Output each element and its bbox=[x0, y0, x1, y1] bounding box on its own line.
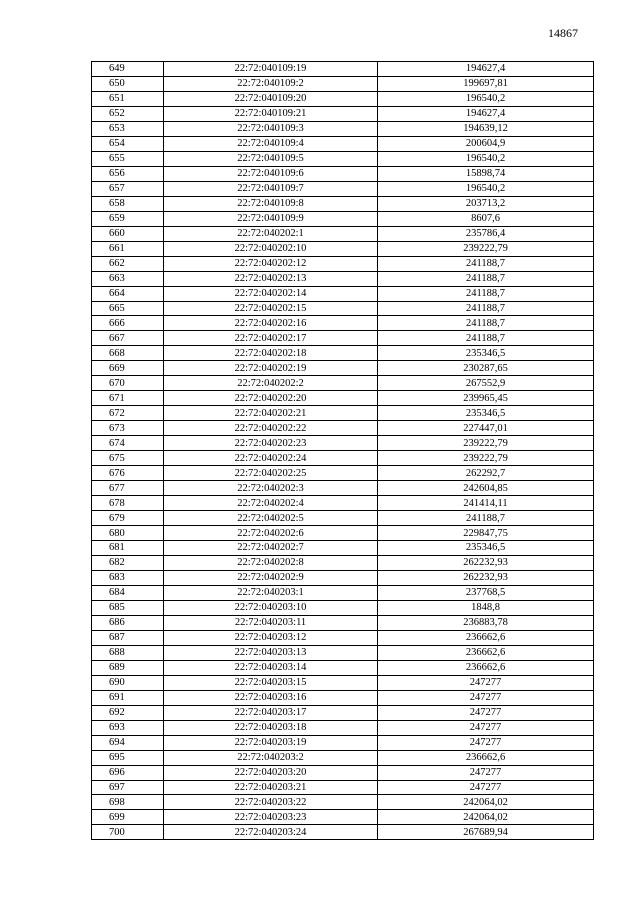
cadastral-value-cell: 241188,7 bbox=[378, 301, 594, 316]
row-number-cell: 675 bbox=[92, 451, 164, 466]
table-row bbox=[92, 451, 594, 466]
row-number-cell: 660 bbox=[92, 226, 164, 241]
row-number-cell: 681 bbox=[92, 541, 164, 556]
cadastral-value-cell: 242604,85 bbox=[378, 481, 594, 496]
cadastral-number-cell: 22:72:040202:1 bbox=[164, 226, 378, 241]
cadastral-value-cell: 241188,7 bbox=[378, 286, 594, 301]
cadastral-value-cell: 8607,6 bbox=[378, 211, 594, 226]
cadastral-number-cell: 22:72:040203:17 bbox=[164, 705, 378, 720]
table-row bbox=[92, 765, 594, 780]
cadastral-value-cell: 262292,7 bbox=[378, 466, 594, 481]
table-row bbox=[92, 196, 594, 211]
cadastral-number-cell: 22:72:040203:10 bbox=[164, 600, 378, 615]
cadastral-value-cell: 247277 bbox=[378, 765, 594, 780]
cadastral-number-cell: 22:72:040109:6 bbox=[164, 166, 378, 181]
row-number-cell: 654 bbox=[92, 136, 164, 151]
cadastral-value-cell: 242064,02 bbox=[378, 810, 594, 825]
cadastral-number-cell: 22:72:040202:19 bbox=[164, 361, 378, 376]
cadastral-number-cell: 22:72:040202:20 bbox=[164, 391, 378, 406]
cadastral-value-cell: 235346,5 bbox=[378, 541, 594, 556]
cadastral-value-cell: 262232,93 bbox=[378, 555, 594, 570]
cadastral-value-cell: 235346,5 bbox=[378, 406, 594, 421]
table-row bbox=[92, 256, 594, 271]
table-row bbox=[92, 526, 594, 541]
cadastral-number-cell: 22:72:040203:11 bbox=[164, 615, 378, 630]
table-body bbox=[92, 62, 594, 840]
cadastral-value-cell: 247277 bbox=[378, 735, 594, 750]
row-number-cell: 688 bbox=[92, 645, 164, 660]
cadastral-value-cell: 236883,78 bbox=[378, 615, 594, 630]
cadastral-number-cell: 22:72:040203:19 bbox=[164, 735, 378, 750]
table-row bbox=[92, 166, 594, 181]
cadastral-value-cell: 241188,7 bbox=[378, 316, 594, 331]
cadastral-value-cell: 241188,7 bbox=[378, 271, 594, 286]
table-row bbox=[92, 810, 594, 825]
cadastral-number-cell: 22:72:040203:2 bbox=[164, 750, 378, 765]
table-row bbox=[92, 361, 594, 376]
cadastral-number-cell: 22:72:040202:5 bbox=[164, 511, 378, 526]
cadastral-number-cell: 22:72:040202:4 bbox=[164, 496, 378, 511]
cadastral-value-cell: 203713,2 bbox=[378, 196, 594, 211]
cadastral-value-cell: 239222,79 bbox=[378, 241, 594, 256]
table-row bbox=[92, 600, 594, 615]
row-number-cell: 673 bbox=[92, 421, 164, 436]
table-row bbox=[92, 211, 594, 226]
row-number-cell: 686 bbox=[92, 615, 164, 630]
row-number-cell: 657 bbox=[92, 181, 164, 196]
table-row bbox=[92, 226, 594, 241]
table-row bbox=[92, 496, 594, 511]
cadastral-value-cell: 236662,6 bbox=[378, 750, 594, 765]
cadastral-value-cell: 247277 bbox=[378, 690, 594, 705]
cadastral-value-cell: 229847,75 bbox=[378, 526, 594, 541]
table-row bbox=[92, 735, 594, 750]
cadastral-value-cell: 15898,74 bbox=[378, 166, 594, 181]
cadastral-value-cell: 239965,45 bbox=[378, 391, 594, 406]
cadastral-number-cell: 22:72:040202:21 bbox=[164, 406, 378, 421]
cadastral-value-cell: 236662,6 bbox=[378, 630, 594, 645]
cadastral-number-cell: 22:72:040203:13 bbox=[164, 645, 378, 660]
row-number-cell: 668 bbox=[92, 346, 164, 361]
row-number-cell: 672 bbox=[92, 406, 164, 421]
cadastral-value-cell: 247277 bbox=[378, 705, 594, 720]
cadastral-number-cell: 22:72:040202:13 bbox=[164, 271, 378, 286]
cadastral-value-cell: 235346,5 bbox=[378, 346, 594, 361]
table-row bbox=[92, 645, 594, 660]
table-row bbox=[92, 511, 594, 526]
cadastral-number-cell: 22:72:040202:12 bbox=[164, 256, 378, 271]
row-number-cell: 650 bbox=[92, 76, 164, 91]
cadastral-number-cell: 22:72:040203:12 bbox=[164, 630, 378, 645]
cadastral-number-cell: 22:72:040203:24 bbox=[164, 825, 378, 840]
table-row bbox=[92, 346, 594, 361]
cadastral-number-cell: 22:72:040109:8 bbox=[164, 196, 378, 211]
cadastral-number-cell: 22:72:040203:16 bbox=[164, 690, 378, 705]
cadastral-number-cell: 22:72:040202:3 bbox=[164, 481, 378, 496]
table-row bbox=[92, 570, 594, 585]
row-number-cell: 689 bbox=[92, 660, 164, 675]
table-row bbox=[92, 271, 594, 286]
row-number-cell: 652 bbox=[92, 106, 164, 121]
row-number-cell: 698 bbox=[92, 795, 164, 810]
row-number-cell: 669 bbox=[92, 361, 164, 376]
row-number-cell: 666 bbox=[92, 316, 164, 331]
cadastral-number-cell: 22:72:040202:24 bbox=[164, 451, 378, 466]
row-number-cell: 695 bbox=[92, 750, 164, 765]
cadastral-value-cell: 262232,93 bbox=[378, 570, 594, 585]
cadastral-number-cell: 22:72:040203:18 bbox=[164, 720, 378, 735]
cadastral-number-cell: 22:72:040202:9 bbox=[164, 570, 378, 585]
cadastral-value-cell: 237768,5 bbox=[378, 585, 594, 600]
row-number-cell: 679 bbox=[92, 511, 164, 526]
row-number-cell: 649 bbox=[92, 62, 164, 77]
row-number-cell: 662 bbox=[92, 256, 164, 271]
cadastral-number-cell: 22:72:040202:23 bbox=[164, 436, 378, 451]
row-number-cell: 677 bbox=[92, 481, 164, 496]
table-row bbox=[92, 151, 594, 166]
table-row bbox=[92, 541, 594, 556]
cadastral-value-cell: 196540,2 bbox=[378, 151, 594, 166]
row-number-cell: 691 bbox=[92, 690, 164, 705]
cadastral-value-cell: 241188,7 bbox=[378, 331, 594, 346]
table-row bbox=[92, 391, 594, 406]
table-row bbox=[92, 136, 594, 151]
table-row bbox=[92, 286, 594, 301]
row-number-cell: 692 bbox=[92, 705, 164, 720]
cadastral-value-cell: 235786,4 bbox=[378, 226, 594, 241]
row-number-cell: 655 bbox=[92, 151, 164, 166]
row-number-cell: 696 bbox=[92, 765, 164, 780]
table-row bbox=[92, 630, 594, 645]
cadastral-value-cell: 236662,6 bbox=[378, 645, 594, 660]
row-number-cell: 693 bbox=[92, 720, 164, 735]
cadastral-value-cell: 242064,02 bbox=[378, 795, 594, 810]
cadastral-value-cell: 247277 bbox=[378, 780, 594, 795]
cadastral-number-cell: 22:72:040202:16 bbox=[164, 316, 378, 331]
cadastral-value-cell: 196540,2 bbox=[378, 181, 594, 196]
row-number-cell: 687 bbox=[92, 630, 164, 645]
cadastral-value-cell: 194639,12 bbox=[378, 121, 594, 136]
cadastral-value-cell: 239222,79 bbox=[378, 436, 594, 451]
table-row bbox=[92, 316, 594, 331]
cadastral-number-cell: 22:72:040109:4 bbox=[164, 136, 378, 151]
table-row bbox=[92, 436, 594, 451]
cadastral-number-cell: 22:72:040109:20 bbox=[164, 91, 378, 106]
cadastral-value-cell: 230287,65 bbox=[378, 361, 594, 376]
cadastral-value-cell: 239222,79 bbox=[378, 451, 594, 466]
row-number-cell: 661 bbox=[92, 241, 164, 256]
table-row bbox=[92, 76, 594, 91]
table-row bbox=[92, 795, 594, 810]
table-row bbox=[92, 481, 594, 496]
row-number-cell: 685 bbox=[92, 600, 164, 615]
table-row bbox=[92, 466, 594, 481]
row-number-cell: 664 bbox=[92, 286, 164, 301]
cadastral-value-cell: 247277 bbox=[378, 675, 594, 690]
cadastral-value-cell: 267689,94 bbox=[378, 825, 594, 840]
table-row bbox=[92, 301, 594, 316]
row-number-cell: 683 bbox=[92, 570, 164, 585]
cadastral-number-cell: 22:72:040203:23 bbox=[164, 810, 378, 825]
cadastral-number-cell: 22:72:040109:9 bbox=[164, 211, 378, 226]
row-number-cell: 676 bbox=[92, 466, 164, 481]
cadastral-number-cell: 22:72:040109:21 bbox=[164, 106, 378, 121]
row-number-cell: 699 bbox=[92, 810, 164, 825]
row-number-cell: 667 bbox=[92, 331, 164, 346]
cadastral-value-cell: 267552,9 bbox=[378, 376, 594, 391]
cadastral-number-cell: 22:72:040202:18 bbox=[164, 346, 378, 361]
cadastral-number-cell: 22:72:040202:6 bbox=[164, 526, 378, 541]
cadastral-value-cell: 227447,01 bbox=[378, 421, 594, 436]
row-number-cell: 670 bbox=[92, 376, 164, 391]
row-number-cell: 694 bbox=[92, 735, 164, 750]
row-number-cell: 665 bbox=[92, 301, 164, 316]
table-row bbox=[92, 750, 594, 765]
table-row bbox=[92, 106, 594, 121]
page-number: 14867 bbox=[548, 26, 578, 40]
cadastral-value-cell: 241188,7 bbox=[378, 511, 594, 526]
cadastral-value-cell: 247277 bbox=[378, 720, 594, 735]
cadastral-value-table bbox=[91, 61, 594, 840]
cadastral-value-cell: 194627,4 bbox=[378, 62, 594, 77]
cadastral-value-cell: 199697,81 bbox=[378, 76, 594, 91]
table-row bbox=[92, 331, 594, 346]
cadastral-number-cell: 22:72:040203:14 bbox=[164, 660, 378, 675]
row-number-cell: 656 bbox=[92, 166, 164, 181]
cadastral-number-cell: 22:72:040202:15 bbox=[164, 301, 378, 316]
table-row bbox=[92, 555, 594, 570]
row-number-cell: 678 bbox=[92, 496, 164, 511]
cadastral-number-cell: 22:72:040109:2 bbox=[164, 76, 378, 91]
row-number-cell: 682 bbox=[92, 555, 164, 570]
table-row bbox=[92, 615, 594, 630]
table-row bbox=[92, 376, 594, 391]
row-number-cell: 659 bbox=[92, 211, 164, 226]
cadastral-number-cell: 22:72:040202:7 bbox=[164, 541, 378, 556]
cadastral-value-cell: 241188,7 bbox=[378, 256, 594, 271]
table-row bbox=[92, 121, 594, 136]
row-number-cell: 663 bbox=[92, 271, 164, 286]
cadastral-number-cell: 22:72:040109:3 bbox=[164, 121, 378, 136]
table-row bbox=[92, 675, 594, 690]
row-number-cell: 671 bbox=[92, 391, 164, 406]
cadastral-number-cell: 22:72:040203:22 bbox=[164, 795, 378, 810]
cadastral-number-cell: 22:72:040202:17 bbox=[164, 331, 378, 346]
table-row bbox=[92, 181, 594, 196]
cadastral-number-cell: 22:72:040203:15 bbox=[164, 675, 378, 690]
cadastral-value-cell: 1848,8 bbox=[378, 600, 594, 615]
cadastral-value-cell: 236662,6 bbox=[378, 660, 594, 675]
cadastral-number-cell: 22:72:040202:22 bbox=[164, 421, 378, 436]
cadastral-value-cell: 194627,4 bbox=[378, 106, 594, 121]
table-row bbox=[92, 705, 594, 720]
cadastral-number-cell: 22:72:040202:25 bbox=[164, 466, 378, 481]
row-number-cell: 697 bbox=[92, 780, 164, 795]
cadastral-number-cell: 22:72:040202:10 bbox=[164, 241, 378, 256]
cadastral-number-cell: 22:72:040109:5 bbox=[164, 151, 378, 166]
cadastral-number-cell: 22:72:040203:20 bbox=[164, 765, 378, 780]
cadastral-number-cell: 22:72:040202:14 bbox=[164, 286, 378, 301]
row-number-cell: 674 bbox=[92, 436, 164, 451]
row-number-cell: 700 bbox=[92, 825, 164, 840]
table-row bbox=[92, 780, 594, 795]
row-number-cell: 680 bbox=[92, 526, 164, 541]
cadastral-number-cell: 22:72:040109:7 bbox=[164, 181, 378, 196]
cadastral-number-cell: 22:72:040203:21 bbox=[164, 780, 378, 795]
table-row bbox=[92, 241, 594, 256]
cadastral-number-cell: 22:72:040202:2 bbox=[164, 376, 378, 391]
table-row bbox=[92, 690, 594, 705]
row-number-cell: 651 bbox=[92, 91, 164, 106]
table-row bbox=[92, 421, 594, 436]
table-row bbox=[92, 825, 594, 840]
cadastral-number-cell: 22:72:040202:8 bbox=[164, 555, 378, 570]
row-number-cell: 653 bbox=[92, 121, 164, 136]
table-row bbox=[92, 585, 594, 600]
cadastral-value-cell: 196540,2 bbox=[378, 91, 594, 106]
table-row bbox=[92, 62, 594, 77]
table-row bbox=[92, 406, 594, 421]
row-number-cell: 658 bbox=[92, 196, 164, 211]
row-number-cell: 690 bbox=[92, 675, 164, 690]
table-row bbox=[92, 91, 594, 106]
table-row bbox=[92, 660, 594, 675]
row-number-cell: 684 bbox=[92, 585, 164, 600]
cadastral-value-cell: 241414,11 bbox=[378, 496, 594, 511]
cadastral-value-cell: 200604,9 bbox=[378, 136, 594, 151]
cadastral-number-cell: 22:72:040203:1 bbox=[164, 585, 378, 600]
table-row bbox=[92, 720, 594, 735]
cadastral-number-cell: 22:72:040109:19 bbox=[164, 62, 378, 77]
